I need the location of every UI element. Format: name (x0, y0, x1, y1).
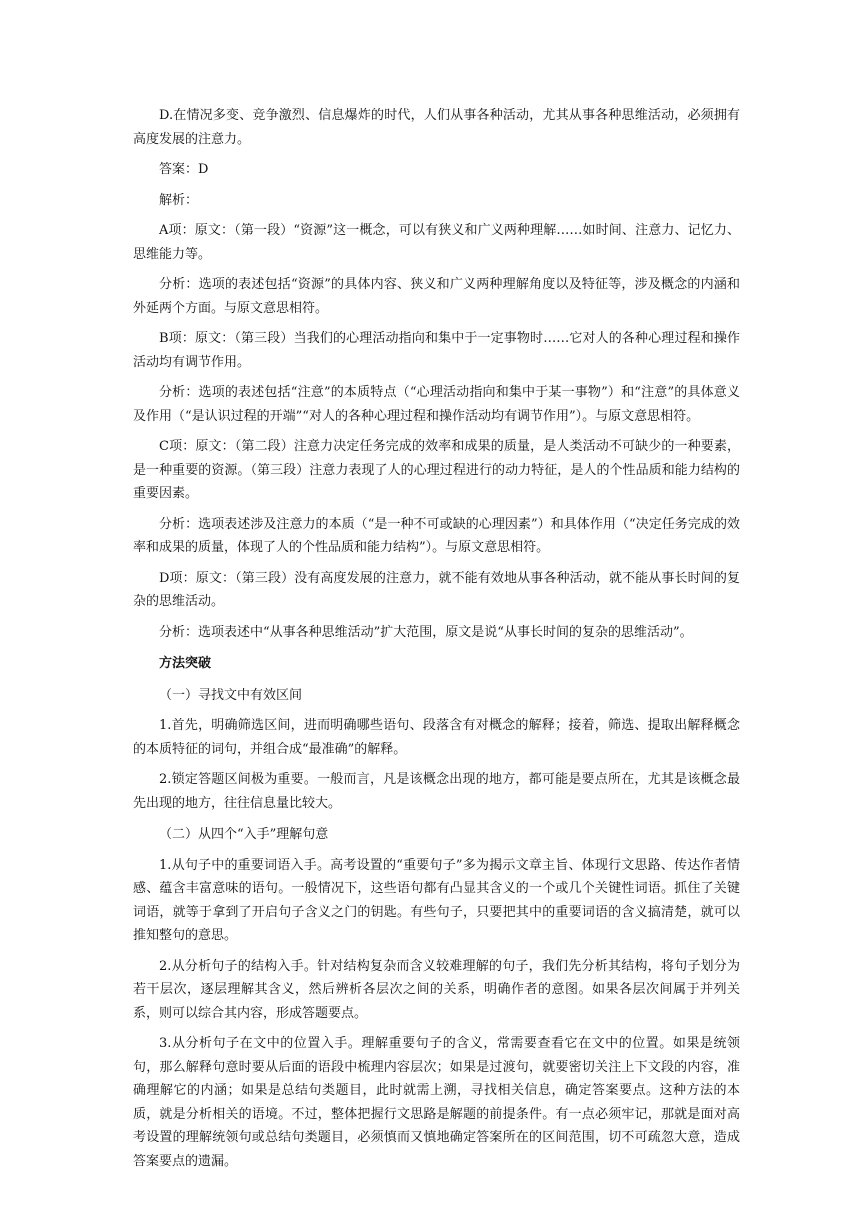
c-analysis-paragraph: 分析：选项表述涉及注意力的本质（“是一种不可或缺的心理因素”）和具体作用（“决定任务完成的效率和成果的质量，体现了人的个性品质和能力结构”）。与原文意思相符。 (133, 516, 740, 555)
section2-paragraph-1: 1.从句子中的重要词语入手。高考设置的“重要句子”多为揭示文章主旨、体现行文思路、传达作者情感、蕴含丰富意味的语句。一般情况下，这些语句都有凸显其含义的一个或几个关键性词语。抓住了关键词语，就等于拿到了开启句子含义之门的钥匙。有些句子，只要把其中的重要词语的含义搞清楚，就可以推知整句的意思。 (133, 857, 740, 943)
analysis-label: 解析： (159, 192, 199, 208)
c-original-paragraph: C项：原文：（第二段）注意力决定任务完成的效率和成果的质量，是人类活动不可缺少的一种要素，是一种重要的资源。（第三段）注意力表现了人的心理过程进行的动力特征，是人的个性品质和能力结构的重要因素。 (133, 439, 740, 501)
section2-paragraph-3: 3.从分析句子在文中的位置入手。理解重要句子的含义，常需要查看它在文中的位置。如果是统领句，那么解释句意时要从后面的语段中梳理内容层次；如果是过渡句，就要密切关注上下文段的内容，准确理解它的内涵；如果是总结句类题目，此时就需上溯，寻找相关信息，确定答案要点。这种方法的本质，就是分析相关的语境。不过，整体把握行文思路是解题的前提条件。有一点必须牢记，那就是面对高考设置的理解统领句或总结句类题目，必须慎而又慎地确定答案所在的区间范围，切不可疏忽大意，造成答案要点的遗漏。 (133, 1036, 740, 1169)
section2-paragraph-2: 2.从分析句子的结构入手。针对结构复杂而含义较难理解的句子，我们先分析其结构，将句子划分为若干层次，逐层理解其含义，然后辨析各层次之间的关系，明确作者的意图。如果各层次间属于并列关系，则可以综合其内容，形成答题要点。 (133, 958, 740, 1021)
section1-paragraph-1: 1.首先，明确筛选区间，进而明确哪些语句、段落含有对概念的解释；接着，筛选、提取出解释概念的本质特征的词句，并组合成“最准确”的解释。 (133, 718, 740, 757)
document-page (133, 104, 740, 1173)
answer-line: 答案：D (159, 162, 209, 177)
section2-heading: （二）从四个“入手”理解句意 (159, 827, 329, 842)
option-d-paragraph: D.在情况多变、竞争激烈、信息爆炸的时代，人们从事各种活动，尤其从事各种思维活动，必须拥有高度发展的注意力。 (133, 108, 740, 147)
a-original-paragraph: A项：原文：（第一段）“资源”这一概念，可以有狭义和广义两种理解……如时间、注意力、记忆力、思维能力等。 (133, 223, 740, 262)
d-original-paragraph: D项：原文：（第三段）没有高度发展的注意力，就不能有效地从事各种活动，就不能从事长时间的复杂的思维活动。 (133, 570, 740, 609)
b-original-paragraph: B项：原文：（第三段）当我们的心理活动指向和集中于一定事物时……它对人的各种心理过程和操作活动均有调节作用。 (133, 331, 740, 370)
b-analysis-paragraph: 分析：选项的表述包括“注意”的本质特点（“心理活动指向和集中于某一事物”）和“注意”的具体意义及作用（“是认识过程的开端”“对人的各种心理过程和操作活动均有调节作用”）。与原文意思相符。 (133, 385, 740, 424)
method-heading: 方法突破 (159, 656, 212, 671)
section1-heading: （一）寻找文中有效区间 (159, 687, 303, 703)
a-analysis-paragraph: 分析：选项的表述包括“资源”的具体内容、狭义和广义两种理解角度以及特征等，涉及概念的内涵和外延两个方面。与原文意思相符。 (133, 277, 740, 316)
section1-paragraph-2: 2.锁定答题区间极为重要。一般而言，凡是该概念出现的地方，都可能是要点所在，尤其是该概念最先出现的地方，往往信息量比较大。 (133, 772, 740, 811)
d-analysis-paragraph: 分析：选项表述中“从事各种思维活动”扩大范围，原文是说“从事长时间的复杂的思维活动”。 (159, 624, 693, 640)
